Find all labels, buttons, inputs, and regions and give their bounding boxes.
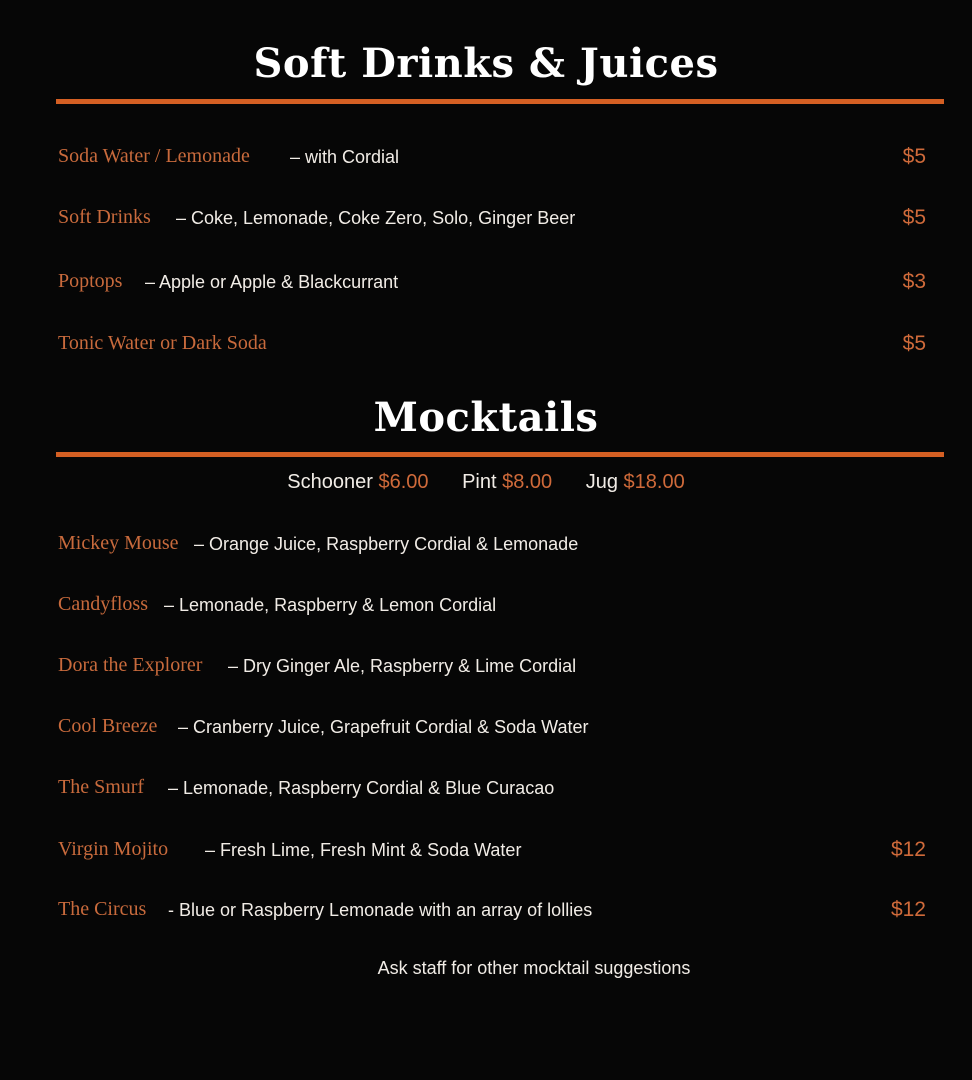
item-price: $5	[902, 145, 926, 168]
menu-item	[58, 528, 940, 562]
menu-item	[58, 834, 940, 868]
item-description: – Orange Juice, Raspberry Cordial & Lemonade	[194, 534, 579, 554]
item-description: – Fresh Lime, Fresh Mint & Soda Water	[205, 840, 522, 860]
mocktails-divider	[56, 452, 944, 457]
menu-item	[58, 266, 940, 300]
item-name: Candyfloss	[58, 593, 148, 615]
size-label: Pint	[462, 471, 497, 493]
item-description: – Cranberry Juice, Grapefruit Cordial & Soda Water	[178, 717, 589, 737]
item-name: Tonic Water or Dark Soda	[58, 332, 267, 354]
size-label: Schooner	[287, 471, 373, 493]
size-label: Jug	[585, 471, 618, 493]
item-name: The Circus	[58, 898, 147, 920]
item-name: Soft Drinks	[58, 206, 151, 228]
item-price: $5	[902, 332, 926, 355]
item-price: $12	[890, 838, 926, 861]
item-description: – Coke, Lemonade, Coke Zero, Solo, Ginger Beer	[176, 208, 576, 228]
soft-drinks-title: Soft Drinks & Juices	[253, 40, 719, 87]
size-price: $6.00	[378, 471, 429, 493]
item-description: – Apple or Apple & Blackcurrant	[145, 272, 399, 292]
soft-drinks-divider	[56, 99, 944, 104]
menu-item	[58, 202, 940, 236]
item-description: - Blue or Raspberry Lemonade with an array of lollies	[168, 900, 593, 920]
menu-item	[58, 894, 940, 928]
item-name: Mickey Mouse	[58, 532, 179, 554]
size-price: $8.00	[502, 471, 553, 493]
size-schooner	[287, 471, 428, 494]
menu-item	[58, 141, 940, 175]
item-name: Poptops	[58, 270, 123, 292]
footer-note: Ask staff for other mocktail suggestions	[377, 958, 691, 978]
size-pint	[462, 471, 552, 494]
menu-item	[58, 772, 940, 806]
item-description: – Lemonade, Raspberry & Lemon Cordial	[164, 595, 497, 615]
item-price: $12	[890, 898, 926, 921]
menu-item	[58, 589, 940, 623]
serving-sizes	[0, 471, 972, 494]
item-name: Virgin Mojito	[58, 838, 169, 860]
item-description: – Lemonade, Raspberry Cordial & Blue Curacao	[168, 778, 555, 798]
item-name: Cool Breeze	[58, 715, 158, 737]
item-description: – with Cordial	[290, 147, 400, 167]
item-price: $3	[902, 270, 926, 293]
menu-item	[58, 711, 940, 745]
item-name: The Smurf	[58, 776, 145, 798]
item-price: $5	[902, 206, 926, 229]
size-jug	[586, 471, 685, 494]
item-description: – Dry Ginger Ale, Raspberry & Lime Cordial	[228, 656, 577, 676]
item-name: Dora the Explorer	[58, 654, 203, 676]
item-name: Soda Water / Lemonade	[58, 145, 250, 167]
mocktails-title: Mocktails	[373, 394, 599, 441]
menu-item	[58, 650, 940, 684]
size-price: $18.00	[623, 471, 685, 493]
menu-item	[58, 328, 940, 362]
